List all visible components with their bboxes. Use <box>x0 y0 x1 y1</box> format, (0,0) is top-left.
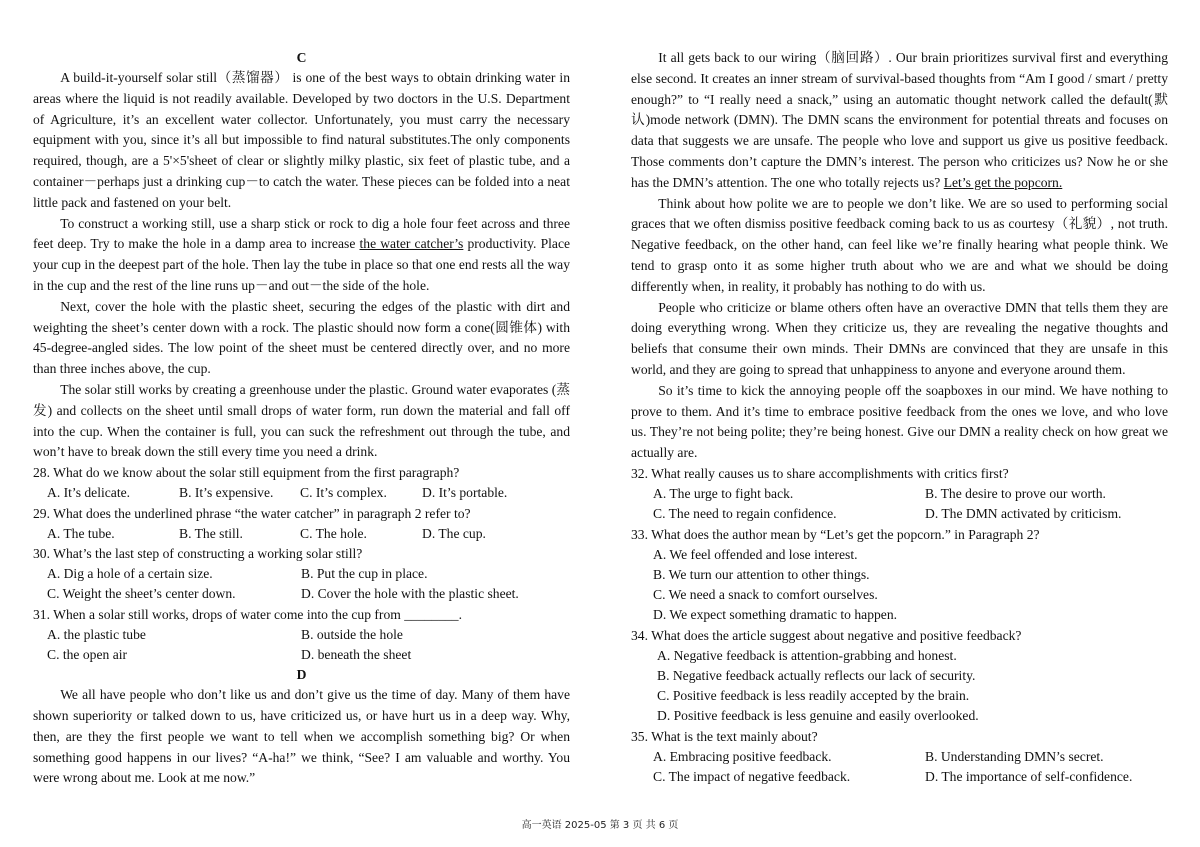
paragraph-text: productivity. Place your cup in the deepest part of the hole. Then lay the tube in place so that one end rests all the way in the cup and the rest of the line runs up－and out－the side of the hole. <box>33 236 571 293</box>
answer-options <box>33 524 570 544</box>
option-b: B. We turn our attention to other things. <box>653 566 870 582</box>
option-b: B. outside the hole <box>301 626 403 642</box>
question-stem: 32. What really causes us to share accomplishments with critics first? <box>631 465 1009 481</box>
question-31 <box>33 605 570 666</box>
question-stem: 31. When a solar still works, drops of water come into the cup from ________. <box>33 606 462 622</box>
question-29 <box>33 504 570 544</box>
option-b: B. The still. <box>179 525 243 541</box>
option-d: D. Cover the hole with the plastic sheet. <box>301 586 519 602</box>
option-d: D. Positive feedback is less genuine and easily overlooked. <box>657 708 979 724</box>
section-c-heading: C <box>296 50 307 65</box>
question-28 <box>33 463 570 503</box>
passage-d-paragraph-3: Think about how polite we are to people we don’t like. We are so used to performing social graces that we often dismiss positive feedback coming back to us as courtesy（礼貌）, not truth. Negative feedback, on the other hand, can feel like we’re finally hearing what people think. We tend to grasp onto it as some higher truth about who we are and what we should be doing differently when, in reality, it probably has nothing to do with us. <box>631 195 1168 294</box>
passage-c-paragraph-3: Next, cover the hole with the plastic sheet, securing the edges of the plastic with dirt and weighting the sheet’s center down with a rock. The plastic should now form a cone(圆锥体) with 45-degree-angled sides. The low point of the sheet must be centered directly over, and no more than three inches above, the cup. <box>33 298 570 377</box>
question-34 <box>631 626 1168 727</box>
option-a: A. Dig a hole of a certain size. <box>47 566 213 582</box>
option-c: C. The hole. <box>300 525 367 541</box>
option-c: C. Positive feedback is less readily accepted by the brain. <box>657 688 970 704</box>
option-b: B. Understanding DMN’s secret. <box>925 748 1104 764</box>
answer-options <box>631 545 1168 626</box>
option-b: B. It’s expensive. <box>179 485 274 501</box>
option-a: A. Negative feedback is attention-grabbing and honest. <box>657 647 957 663</box>
option-b: B. Put the cup in place. <box>301 566 428 582</box>
question-stem: 34. What does the article suggest about negative and positive feedback? <box>631 627 1022 643</box>
question-stem: 28. What do we know about the solar still equipment from the first paragraph? <box>33 465 460 481</box>
passage-d-paragraph-4: People who criticize or blame others often have an overactive DMN that tells them they are doing everything wrong. When they criticize us, they are revealing the negative thoughts and beliefs that consume their own minds. Their DMNs are convinced that they are unsafe in this world, and they are going to spread that unhappiness to anyone and everyone around them. <box>631 299 1168 377</box>
option-d: D. The DMN activated by criticism. <box>925 506 1122 522</box>
passage-d-paragraph-2 <box>631 48 1168 194</box>
option-c: C. We need a snack to comfort ourselves. <box>653 587 878 603</box>
question-32 <box>631 464 1168 525</box>
answer-options <box>33 483 570 503</box>
option-a: A. It’s delicate. <box>47 485 131 501</box>
underlined-phrase: Let’s get the popcorn. <box>943 174 1063 190</box>
underlined-phrase: the water catcher’s <box>359 236 464 252</box>
option-d: D. The cup. <box>422 525 486 541</box>
left-column <box>33 48 570 789</box>
question-30 <box>33 544 570 605</box>
option-d: D. The importance of self-confidence. <box>925 768 1133 784</box>
question-stem: 30. What’s the last step of constructing a working solar still? <box>33 545 363 561</box>
question-33 <box>631 525 1168 626</box>
paragraph-text: It all gets back to our wiring（脑回路）. Our brain prioritizes survival first and everything else second. It creates an inner stream of survival-based thoughts from “Am I good / smart / pretty enough?” to “I really need a snack,” using an automatic thought network called the default(默认)mode network (DMN). The DMN scans the environment for potential threats and focuses on data that suggests we are unsafe. The people who love and support us give us positive feedback. Those comments don’t capture the DMN’s interest. The person who criticizes us? Now he or she has the DMN’s attention. The one who totally rejects us? <box>631 50 1168 190</box>
option-c: C. The need to regain confidence. <box>653 506 837 522</box>
option-a: A. The urge to fight back. <box>653 486 794 502</box>
question-stem: 35. What is the text mainly about? <box>631 728 818 744</box>
passage-d-paragraph-5: So it’s time to kick the annoying people off the soapboxes in our mind. We have nothing to prove to them. And it’s time to embrace positive feedback from the ones we love, and who love us. They’re not being polite; they’re being honest. Give our DMN a reality check on how great we actually are. <box>631 382 1168 461</box>
passage-d-paragraph-1: We all have people who don’t like us and don’t give us the time of day. Many of them have shown superiority or talked down to us, have criticized us, or have hurt us in a deep way. Why, then, are they the first people we want to tell when we accomplish something big? Or when something good happens in our lives? “A-ha!” we think, “See? I am valuable and worthy. You were wrong about me. Look at me now.” <box>33 687 570 786</box>
answer-options <box>631 484 1168 524</box>
answer-options <box>33 625 570 665</box>
option-d: D. It’s portable. <box>422 485 508 501</box>
page-footer: 高一英语 2025-05 第 3 页 共 6 页 <box>521 820 679 831</box>
question-35 <box>631 727 1168 788</box>
option-c: C. It’s complex. <box>300 485 387 501</box>
option-a: A. We feel offended and lose interest. <box>653 546 858 562</box>
passage-c-paragraph-2 <box>33 214 570 297</box>
option-c: C. Weight the sheet’s center down. <box>47 586 236 602</box>
passage-c-paragraph-4: The solar still works by creating a greenhouse under the plastic. Ground water evaporates (蒸发) and collects on the sheet until small drops of water form, run down the material and fall off into the cup. When the container is full, you can suck the refreshment out through the tube, and won’t have to break down the still every time you need a drink. <box>33 381 570 460</box>
passage-c-paragraph-1: A build-it-yourself solar still（蒸馏器） is one of the best ways to obtain drinking water in areas where the liquid is not readily available. Developed by two doctors in the U.S. Department of Agriculture, it’s an excellent water collector. Unfortunately, you must carry the necessary equipment with you, since it’s all but impossible to find natural substitutes.The only components required, though, are a 5'×5'sheet of clear or slightly milky plastic, six feet of plastic tube, and a container－perhaps just a drinking cup－to catch the water. These pieces can be folded into a neat little pack and fastened on your belt. <box>33 70 570 210</box>
right-column <box>631 48 1168 787</box>
option-d: D. We expect something dramatic to happen. <box>653 607 898 623</box>
option-c: C. the open air <box>47 646 128 662</box>
question-stem: 29. What does the underlined phrase “the water catcher” in paragraph 2 refer to? <box>33 505 471 521</box>
option-a: A. The tube. <box>47 525 115 541</box>
option-a: A. the plastic tube <box>47 626 146 642</box>
paragraph-text: To construct a working still, use a sharp stick or rock to dig a hole four feet across and three feet deep. Try to make the hole in a damp area to increase <box>33 215 570 252</box>
section-d-heading: D <box>296 667 307 683</box>
option-a: A. Embracing positive feedback. <box>653 748 832 764</box>
answer-options <box>631 646 1168 727</box>
answer-options <box>631 747 1168 787</box>
option-b: B. Negative feedback actually reflects our lack of security. <box>657 667 976 683</box>
question-stem: 33. What does the author mean by “Let’s get the popcorn.” in Paragraph 2? <box>631 526 1040 542</box>
answer-options <box>33 564 570 604</box>
option-c: C. The impact of negative feedback. <box>653 768 851 784</box>
option-b: B. The desire to prove our worth. <box>925 486 1106 502</box>
option-d: D. beneath the sheet <box>301 646 412 662</box>
